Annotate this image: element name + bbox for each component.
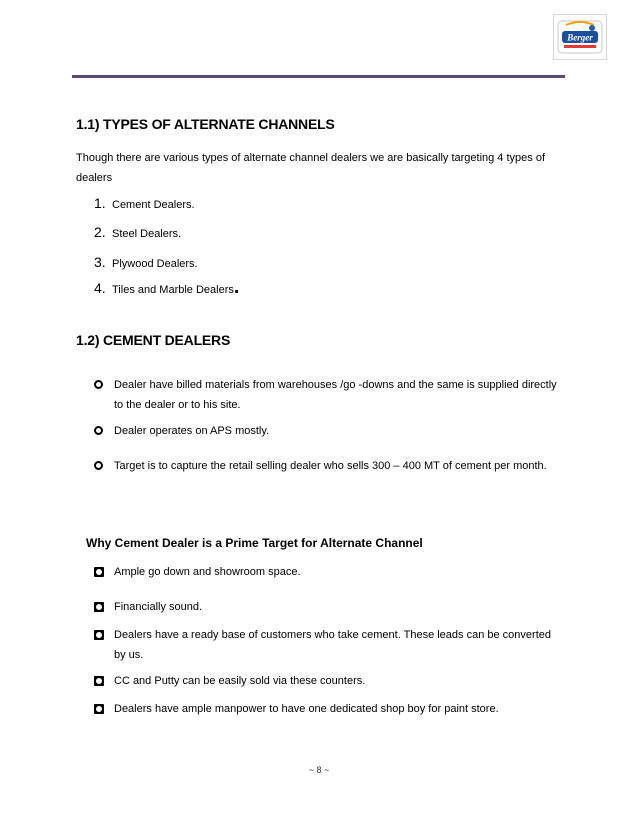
- logo-text: Berger: [567, 32, 593, 43]
- list-item: 1. Cement Dealers.: [94, 195, 195, 211]
- square-circle-bullet-icon: [94, 704, 104, 714]
- square-circle-bullet-icon: [94, 630, 104, 640]
- intro-paragraph: Though there are various types of alternate channel dealers we are basically targeting 4 types of dealers: [76, 152, 545, 184]
- list-item: 4. Tiles and Marble Dealers.: [94, 276, 240, 298]
- berger-logo: [553, 14, 607, 60]
- header-rule: [72, 75, 565, 78]
- section-title-types: 1.1) TYPES OF ALTERNATE CHANNELS: [76, 116, 335, 132]
- square-circle-bullet-icon: [94, 676, 104, 686]
- list-item: Target is to capture the retail selling dealer who sells 300 – 400 MT of cement per month.: [94, 456, 562, 476]
- list-item: Dealers have ample manpower to have one dedicated shop boy for paint store.: [94, 699, 562, 719]
- list-item: 3. Plywood Dealers.: [94, 254, 198, 270]
- page-number: ~ 8 ~: [308, 765, 330, 775]
- list-item: Financially sound.: [94, 597, 562, 617]
- list-item: CC and Putty can be easily sold via these counters.: [94, 671, 562, 691]
- square-circle-bullet-icon: [94, 602, 104, 612]
- list-item: Dealers have a ready base of customers who take cement. These leads can be converted by us.: [94, 625, 562, 665]
- subsection-title: Why Cement Dealer is a Prime Target for Alternate Channel: [86, 536, 423, 550]
- list-item: 2. Steel Dealers.: [94, 224, 182, 240]
- list-item: Dealer have billed materials from warehouses /go -downs and the same is supplied directly to the dealer or to his site.: [94, 375, 562, 415]
- list-item: Ample go down and showroom space.: [94, 562, 562, 582]
- circle-bullet-icon: [94, 461, 103, 470]
- circle-bullet-icon: [94, 380, 103, 389]
- list-item: Dealer operates on APS mostly.: [94, 421, 562, 441]
- berger-logo-mark: [554, 15, 606, 59]
- section-title-cement: 1.2) CEMENT DEALERS: [76, 332, 231, 348]
- circle-bullet-icon: [94, 426, 103, 435]
- square-circle-bullet-icon: [94, 567, 104, 577]
